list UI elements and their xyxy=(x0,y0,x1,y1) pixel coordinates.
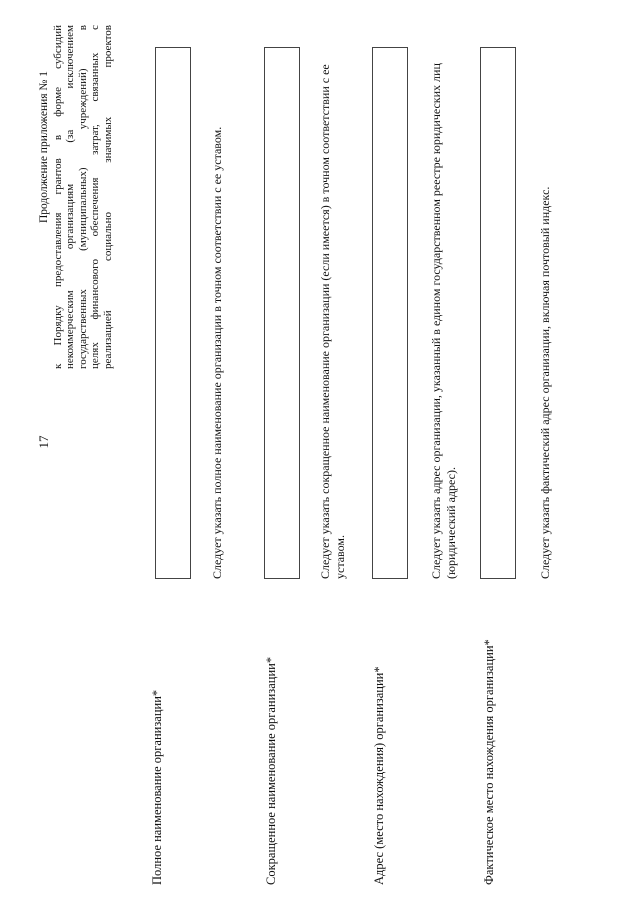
field-label-address: Адрес (место нахождения) организации* xyxy=(372,666,386,885)
field-hint-address: Следует указать адрес организации, указанный в едином государственном реестре юридических лиц (юридический адрес). xyxy=(429,63,458,579)
appendix-title: Продолжение приложения № 1 xyxy=(38,70,50,224)
appendix-subtitle-line: реализацией социально значимых проектов xyxy=(101,25,114,369)
field-label-actual-location: Фактическое место нахождения организации* xyxy=(482,639,496,885)
field-label-full-name: Полное наименование организации* xyxy=(150,689,164,885)
field-hint-short-name: Следует указать сокращенное наименование организации (если имеется) в точном соответствии с ее уставом. xyxy=(318,64,347,579)
actual-location-input-box[interactable] xyxy=(480,47,516,579)
field-hint-actual-location: Следует указать фактический адрес организации, включая почтовый индекс. xyxy=(538,186,552,579)
short-name-input-box[interactable] xyxy=(264,47,300,579)
appendix-subtitle xyxy=(52,25,114,369)
field-hint-full-name: Следует указать полное наименование организации в точном соответствии с ее уставом. xyxy=(210,126,224,579)
appendix-subtitle-line: целях финансового обеспечения затрат, связанных с xyxy=(89,25,102,369)
appendix-subtitle-line: государственных (муниципальных) учреждений) в xyxy=(76,25,89,369)
full-name-input-box[interactable] xyxy=(155,47,191,579)
appendix-subtitle-line: к Порядку предоставления грантов в форме субсидий xyxy=(52,25,64,369)
page-number: 17 xyxy=(36,435,51,449)
field-label-short-name: Сокращенное наименование организации* xyxy=(264,656,278,885)
address-input-box[interactable] xyxy=(372,47,408,579)
appendix-subtitle-line: некоммерческим организациям (за исключением xyxy=(64,25,77,369)
